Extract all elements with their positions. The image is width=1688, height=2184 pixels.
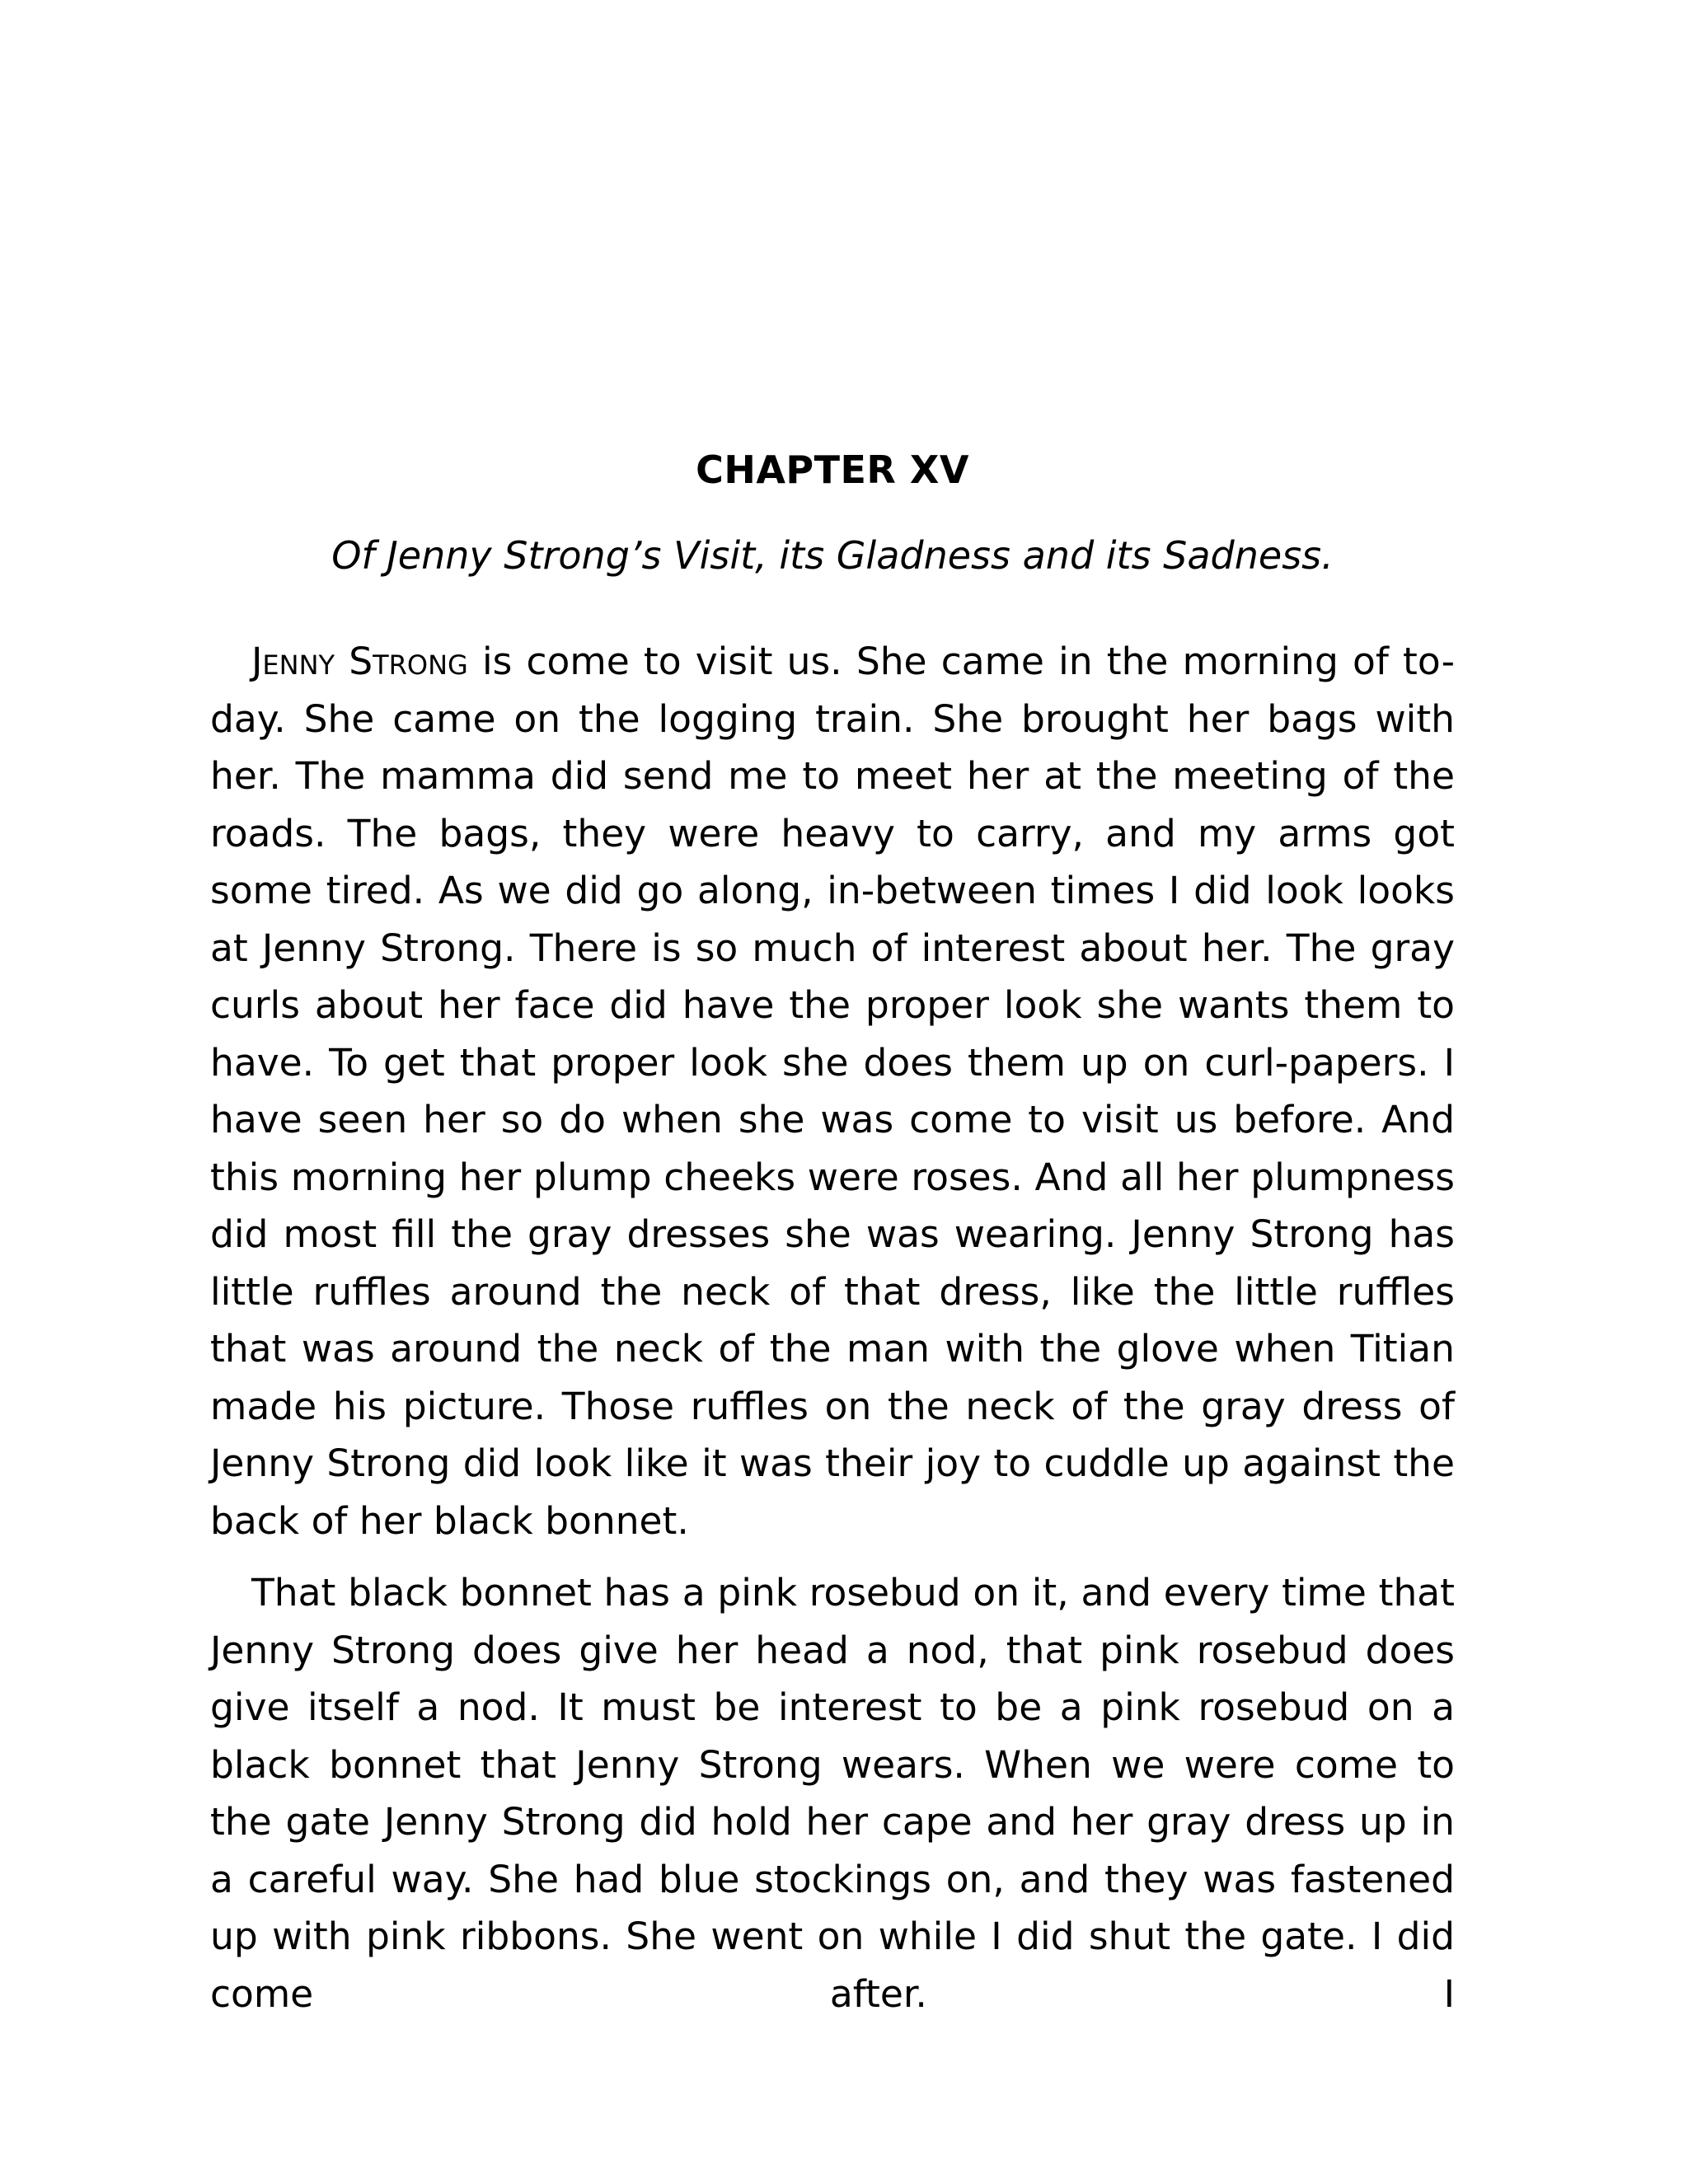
paragraph-1-lead: Jenny Strong (251, 640, 468, 683)
paragraph-2-text: That black bonnet has a pink rosebud on it, and every time that Jenny Strong does give her head a nod, that pink rosebud does give itself a nod. It must be interest to be a pink rosebud on a black bonnet that Jenny Strong wears. When we were come to the gate Jenny Strong did hold her cape and her gray dress up in a careful way. She had blue stockings on, and they was fastened up with pink ribbons. She went on while I did shut the gate. I did come after. I (210, 1571, 1455, 2016)
paragraph-2 (210, 1564, 1455, 2022)
chapter-subtitle: Of Jenny Strong’s Visit, its Gladness and its Sadness. (331, 533, 1334, 578)
chapter-title: CHAPTER XV (696, 448, 969, 492)
book-page (210, 445, 1455, 2037)
paragraph-1 (210, 633, 1455, 1549)
paragraph-1-text: is come to visit us. She came in the morning of to-day. She came on the logging train. She brought her bags with her. The mamma did send me to meet her at the meeting of the roads. The bags, they were heavy to carry, and my arms got some tired. As we did go along, in-between times I did look looks at Jenny Strong. There is so much of interest about her. The gray curls about her face did have the proper look she wants them to have. To get that proper look she does them up on curl-papers. I have seen her so do when she was come to visit us before. And this morning her plump cheeks were roses. And all her plumpness did most fill the gray dresses she was wearing. Jenny Strong has little ruffles around the neck of that dress, like the little ruffles that was around the neck of the man with the glove when Titian made his picture. Those ruffles on the neck of the gray dress of Jenny Strong did look like it was their joy to cuddle up against the back of her black bonnet. (210, 640, 1456, 1543)
